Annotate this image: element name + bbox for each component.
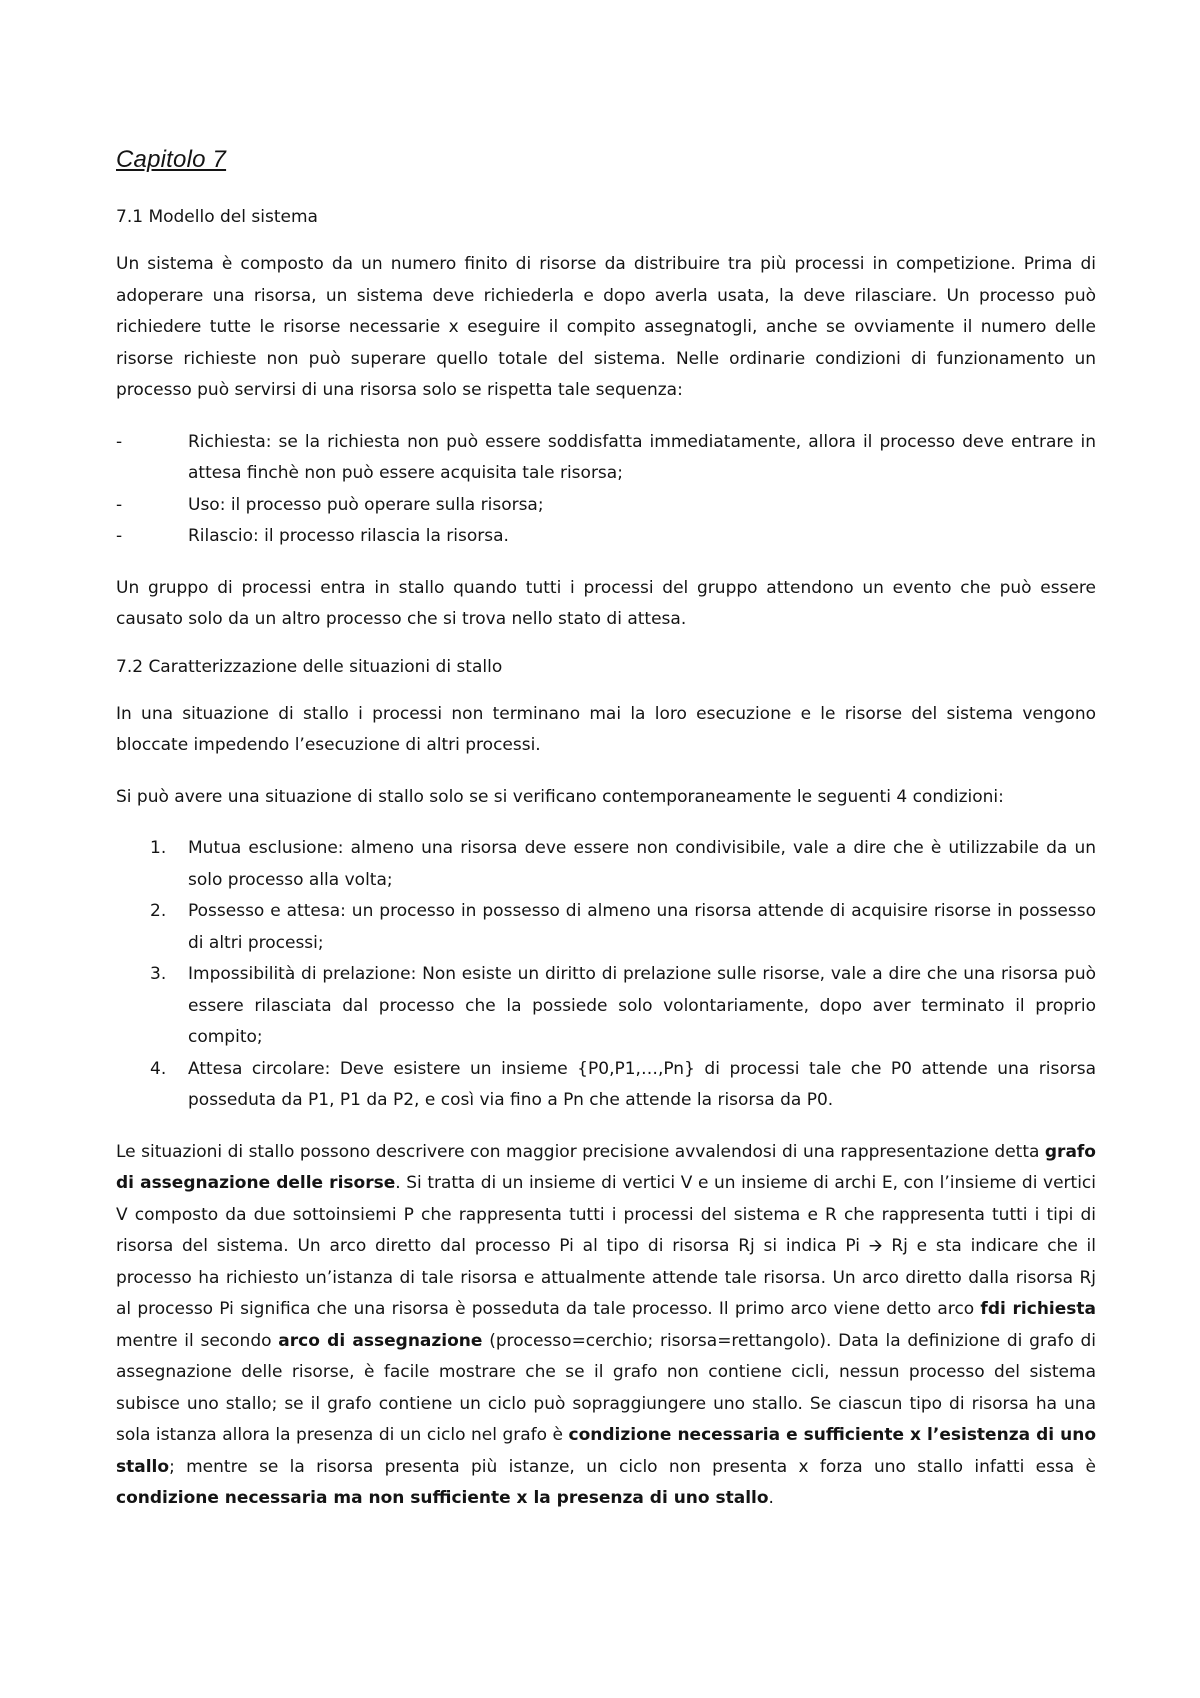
condition-text: Mutua esclusione: almeno una risorsa deve essere non condivisibile, vale a dire che è utilizzabile da un solo processo alla volta; xyxy=(188,838,1096,890)
bold-term-grafo: grafo di assegnazione delle risorse xyxy=(116,1141,1096,1193)
dash-marker: - xyxy=(116,494,123,515)
paragraph-text: . Si tratta di un insieme di vertici V e un insieme di archi E, con l’insieme di vertici V composto da due sottoinsiemi P che rappresenta tutti i processi del sistema e R che rappresenta tutti i tipi di risorsa del sistema. Un arco diretto dal processo Pi al tipo di risorsa Rj si indica Pi xyxy=(116,1173,1096,1256)
chapter-title: Capitolo 7 xyxy=(116,146,227,173)
list-item-richiesta xyxy=(116,427,1096,490)
condition-text: Possesso e attesa: un processo in possesso di almeno una risorsa attende di acquisire risorse in possesso di altri processi; xyxy=(188,901,1096,953)
list-item-text: Uso: il processo può operare sulla risorsa; xyxy=(188,494,544,515)
bold-term-assegnazione: arco di assegnazione xyxy=(278,1330,483,1351)
paragraph-text: (processo=cerchio; risorsa=rettangolo). Data la definizione di grafo di assegnazione delle risorse, è facile mostrare che se il grafo non contiene cicli, nessun processo del sistema subisce uno stallo; se il grafo contiene un ciclo può sopraggiungere uno stallo. Se ciascun tipo di risorsa ha una sola istanza allora la presenza di un ciclo nel grafo è xyxy=(116,1330,1096,1445)
condition-item-3 xyxy=(116,959,1096,1054)
condition-item-4 xyxy=(116,1054,1096,1117)
dash-marker: - xyxy=(116,526,123,546)
bold-term-necessaria-non-sufficiente: condizione necessaria ma non sufficiente x la presenza di uno stallo xyxy=(116,1488,769,1508)
condition-item-1 xyxy=(116,833,1096,896)
bold-term-necessaria-sufficiente: condizione necessaria e sufficiente x l’esistenza di uno stallo xyxy=(116,1425,1096,1477)
stallo-definition-paragraph: Un gruppo di processi entra in stallo quando tutti i processi del gruppo attendono un evento che può essere causato solo da un altro processo che si trova nello stato di attesa. xyxy=(116,577,1096,629)
condition-number: 1. xyxy=(150,838,167,858)
condition-text: Impossibilità di prelazione: Non esiste un diritto di prelazione sulle risorse, vale a dire che una risorsa può essere rilasciata dal processo che la possiede solo volontariamente, dopo aver terminato il proprio compito; xyxy=(188,964,1096,1047)
resource-use-sequence-list xyxy=(116,427,1096,553)
section-heading-7-1: 7.1 Modello del sistema xyxy=(116,207,318,227)
dash-marker: - xyxy=(116,431,123,452)
condition-number: 2. xyxy=(150,901,167,921)
stallo-conditions-list xyxy=(116,833,1096,1117)
condition-item-2 xyxy=(116,896,1096,959)
stallo-conditions-intro-paragraph: Si può avere una situazione di stallo solo se si verificano contemporaneamente le seguenti 4 condizioni: xyxy=(116,786,1004,807)
list-item-rilascio xyxy=(116,521,1096,553)
paragraph-text: mentre il secondo xyxy=(116,1330,279,1351)
paragraph-text: ; mentre se la risorsa presenta più istanze, un ciclo non presenta x forza uno stallo infatti essa è xyxy=(169,1456,1096,1477)
list-item-uso xyxy=(116,490,1096,522)
section-7-1-intro-paragraph: Un sistema è composto da un numero finito di risorse da distribuire tra più processi in competizione. Prima di adoperare una risorsa, un sistema deve richiederla e dopo averla usata, la deve rilasciare. Un processo può richiedere tutte le risorse necessarie x eseguire il compito assegnatogli, anche se ovviamente il numero delle risorse richieste non può superare quello totale del sistema. Nelle ordinarie condizioni di funzionamento un processo può servirsi di una risorsa solo se rispetta tale sequenza: xyxy=(116,254,1096,400)
document-content xyxy=(116,144,1096,1535)
bold-term-richiesta: fdi richiesta xyxy=(980,1299,1097,1319)
condition-text: Attesa circolare: Deve esistere un insieme {P0,P1,…,Pn} di processi tale che P0 attende una risorsa posseduta da P1, P1 da P2, e così via fino a Pn che attende la risorsa da P0. xyxy=(188,1058,1096,1110)
list-item-text: Richiesta: se la richiesta non può essere soddisfatta immediatamente, allora il processo deve entrare in attesa finchè non può essere acquisita tale risorsa; xyxy=(188,431,1096,483)
condition-number: 4. xyxy=(150,1058,167,1079)
right-arrow-icon: 🡪 xyxy=(868,1236,883,1256)
list-item-text: Rilascio: il processo rilascia la risorsa. xyxy=(188,526,509,546)
resource-allocation-graph-paragraph xyxy=(116,1137,1096,1515)
stallo-situation-paragraph: In una situazione di stallo i processi non terminano mai la loro esecuzione e le risorse del sistema vengono bloccate impedendo l’esecuzione di altri processi. xyxy=(116,703,1096,755)
condition-number: 3. xyxy=(150,964,167,984)
paragraph-text: Le situazioni di stallo possono descrivere con maggior precisione avvalendosi di una rappresentazione detta xyxy=(116,1141,1045,1162)
section-heading-7-2: 7.2 Caratterizzazione delle situazioni di stallo xyxy=(116,656,503,677)
paragraph-text: Rj e sta indicare che il processo ha richiesto un’istanza di tale risorsa e attualmente attende tale risorsa. Un arco diretto dalla risorsa Rj al processo Pi significa che una risorsa è posseduta da tale processo. Il primo arco viene detto arco xyxy=(116,1236,1097,1319)
paragraph-text: . xyxy=(768,1488,774,1508)
